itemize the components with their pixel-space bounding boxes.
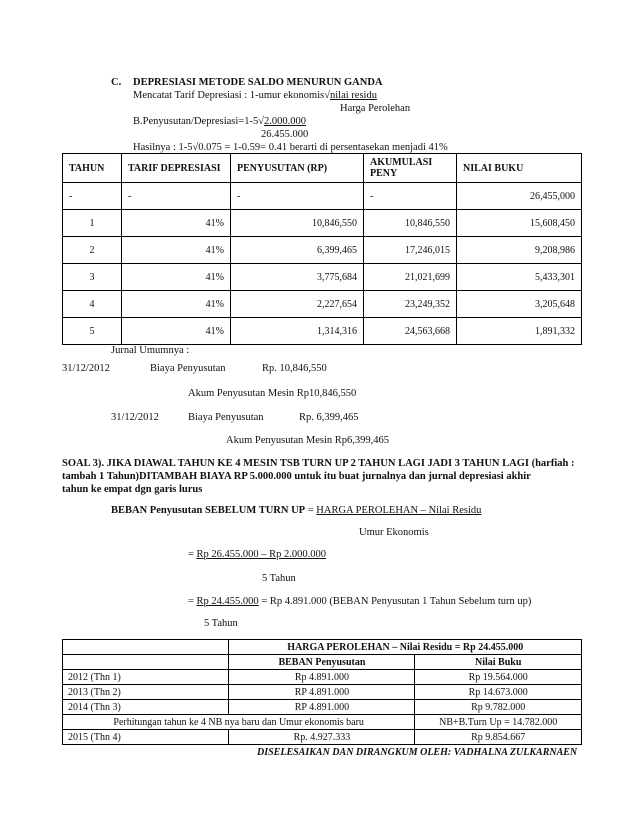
table-cell: 2014 (Thn 3): [63, 700, 229, 715]
table-cell: [63, 640, 229, 655]
section-label: C.: [111, 77, 122, 88]
table-cell: 4: [63, 291, 122, 318]
table-cell: -: [122, 183, 231, 210]
formula-line-2-text: B.Penyusutan/Depresiasi=1-5√: [133, 116, 264, 127]
table-cell: 9,208,986: [457, 237, 582, 264]
formula-line-3: Hasilnya : 1-5√0.075 = 1-0.59= 0.41 berarti di persentasekan menjadi 41%: [133, 142, 448, 153]
soal-text: SOAL 3). JIKA DIAWAL TAHUN KE 4 MESIN TSB TURN UP 2 TAHUN LAGI JADI 3 TAHUN LAGI (harfiah :: [62, 458, 575, 469]
table-cell: RP 4.891.000: [229, 700, 415, 715]
formula-line-2-underlined: 2.000.000: [263, 116, 306, 127]
table-row: [63, 183, 582, 210]
beban-denominator: Umur Ekonomis: [359, 527, 429, 538]
table-cell: 3,775,684: [231, 264, 364, 291]
table-cell: 24,563,668: [364, 318, 457, 345]
formula-line-1-text: Mencatat Tarif Depresiasi : 1-umur ekonomis√: [133, 90, 330, 101]
jurnal-date: 31/12/2012: [111, 412, 159, 423]
jurnal-credit: Akum Penyusutan Mesin Rp6,399,465: [226, 435, 390, 446]
table-row: [63, 730, 582, 745]
table-cell: 2012 (Thn 1): [63, 670, 229, 685]
table-cell: 41%: [122, 237, 231, 264]
table-cell: 41%: [122, 210, 231, 237]
table-cell: 6,399,465: [231, 237, 364, 264]
table-row: [63, 715, 582, 730]
jurnal-account: Biaya Penyusutan: [150, 363, 226, 374]
table-cell: 1,314,316: [231, 318, 364, 345]
table-cell: 41%: [122, 318, 231, 345]
formula-line-1-denominator: Harga Perolehan: [340, 103, 411, 114]
table-row: [63, 291, 582, 318]
table-cell: 1: [63, 210, 122, 237]
table-header-cell: NILAI BUKU: [457, 154, 582, 183]
beban-step1-denominator: 5 Tahun: [262, 573, 296, 584]
table-header-cell: AKUMULASI PENY: [364, 154, 457, 183]
table-cell: Perhitungan tahun ke 4 NB nya baru dan Umur ekonomis baru: [63, 715, 415, 730]
jurnal-credit: Akum Penyusutan Mesin Rp10,846,550: [188, 388, 357, 399]
jurnal-date: 31/12/2012: [62, 363, 110, 374]
table-cell: 17,246,015: [364, 237, 457, 264]
table-cell: 3,205,648: [457, 291, 582, 318]
table-cell: 5,433,301: [457, 264, 582, 291]
table-header-cell: Nilai Buku: [415, 655, 582, 670]
beban-label: BEBAN Penyusutan SEBELUM TURN UP: [111, 505, 306, 516]
table-row: [63, 655, 582, 670]
table-header-cell: PENYUSUTAN (RP): [231, 154, 364, 183]
table-row: [63, 700, 582, 715]
formula-line-1-underlined: nilai residu: [330, 90, 377, 101]
soal-text: tambah 1 Tahun)DITAMBAH BIAYA RP 5.000.000 untuk itu buat jurnalnya dan jurnal depresiasi akhir: [62, 471, 531, 482]
table-row: [63, 237, 582, 264]
table-row: [63, 670, 582, 685]
beban-step1-prefix: =: [188, 549, 197, 560]
formula-line-2: [133, 116, 306, 127]
depreciation-table: [62, 153, 582, 345]
table-cell: 2013 (Thn 2): [63, 685, 229, 700]
table-row: [63, 318, 582, 345]
jurnal-amount: Rp. 6,399,465: [299, 412, 359, 423]
beban-step2-value: Rp 24.455.000: [196, 596, 259, 607]
beban-formula-numerator: HARGA PEROLEHAN – Nilai Residu: [316, 505, 482, 516]
beban-step2-prefix: =: [188, 596, 197, 607]
table-cell: RP 4.891.000: [229, 685, 415, 700]
table-cell: 2015 (Thn 4): [63, 730, 229, 745]
summary-title: HARGA PEROLEHAN – Nilai Residu = Rp 24.455.000: [229, 640, 582, 655]
table-cell: 21,021,699: [364, 264, 457, 291]
table-cell: 2,227,654: [231, 291, 364, 318]
table-cell: 2: [63, 237, 122, 264]
table-cell: -: [231, 183, 364, 210]
table-cell: Rp 9.854.667: [415, 730, 582, 745]
table-cell: 26,455,000: [457, 183, 582, 210]
table-cell: -: [63, 183, 122, 210]
table-header-cell: TARIF DEPRESIASI: [122, 154, 231, 183]
beban-eq: =: [305, 505, 317, 516]
beban-step2: [188, 596, 531, 607]
table-header-row: [63, 154, 582, 183]
table-cell: 15,608,450: [457, 210, 582, 237]
table-cell: -: [364, 183, 457, 210]
table-cell: 5: [63, 318, 122, 345]
table-row: [63, 640, 582, 655]
beban-step1: [188, 549, 326, 560]
beban-step1-value: Rp 26.455.000 – Rp 2.000.000: [196, 549, 327, 560]
beban-formula: [111, 505, 481, 516]
table-cell: 41%: [122, 264, 231, 291]
table-row: [63, 685, 582, 700]
section-title: DEPRESIASI METODE SALDO MENURUN GANDA: [133, 77, 383, 88]
table-cell: 41%: [122, 291, 231, 318]
table-cell: 10,846,550: [364, 210, 457, 237]
soal-text: tahun ke empat dgn garis lurus: [62, 484, 203, 495]
table-cell: Rp 19.564.000: [415, 670, 582, 685]
table-cell: Rp. 4.927.333: [229, 730, 415, 745]
table-row: [63, 210, 582, 237]
formula-line-2-denominator: 26.455.000: [261, 129, 309, 140]
table-header-cell: BEBAN Penyusutan: [229, 655, 415, 670]
beban-step2-denominator: 5 Tahun: [204, 618, 238, 629]
table-header-cell: TAHUN: [63, 154, 122, 183]
table-row: [63, 264, 582, 291]
summary-table: [62, 639, 582, 745]
table-cell: NB+B.Turn Up = 14.782.000: [415, 715, 582, 730]
table-cell: Rp 14.673.000: [415, 685, 582, 700]
jurnal-account: Biaya Penyusutan: [188, 412, 264, 423]
table-cell: [63, 655, 229, 670]
table-cell: 23,249,352: [364, 291, 457, 318]
table-cell: 1,891,332: [457, 318, 582, 345]
jurnal-title: Jurnal Umumnya :: [111, 345, 190, 356]
beban-step2-suffix: = Rp 4.891.000 (BEBAN Penyusutan 1 Tahun Sebelum turn up): [258, 596, 532, 607]
jurnal-amount: Rp. 10,846,550: [262, 363, 327, 374]
table-cell: 10,846,550: [231, 210, 364, 237]
table-cell: 3: [63, 264, 122, 291]
table-cell: Rp 4.891.000: [229, 670, 415, 685]
footer-credit: DISELESAIKAN DAN DIRANGKUM OLEH: VADHALNA ZULKARNAEN: [257, 747, 578, 758]
table-cell: Rp 9.782.000: [415, 700, 582, 715]
formula-line-1: [133, 90, 377, 101]
